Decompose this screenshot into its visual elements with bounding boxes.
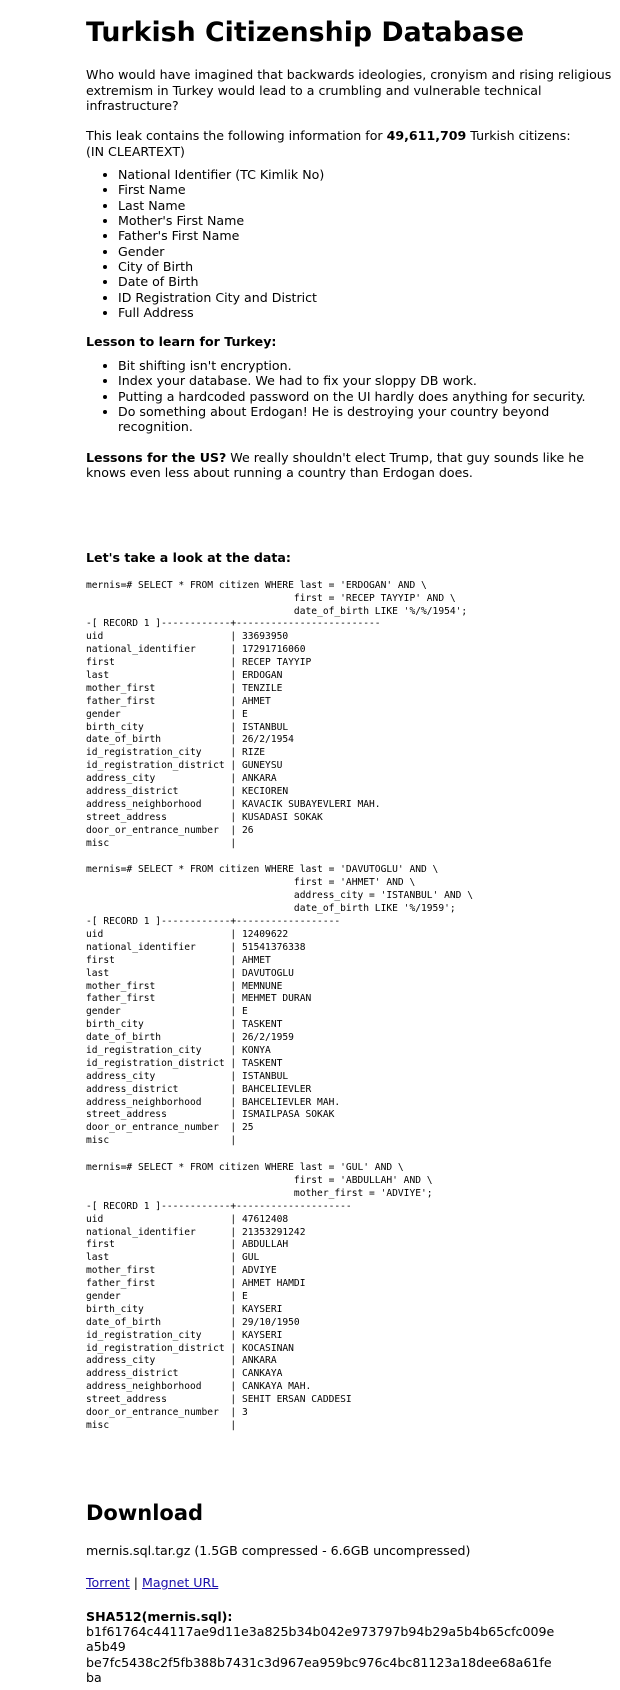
lesson-us-text: We really shouldn't elect Trump, that guy sounds like he knows even less about running a country than Erdogan does. <box>86 449 584 481</box>
sha-line-2: be7fc5438c2f5fb388b7431c3d967ea959bc976c4bc81123a18dee68a61feba <box>86 1654 552 1686</box>
sha-heading: SHA512(mernis.sql): <box>86 1608 233 1624</box>
record-output-gul: -[ RECORD 1 ]------------+-------------------- uid | 47612408 national_identifier | 21353291242 first | ABDULLAH last | GUL mother_first | ADVIYE father_first | AHMET HAMDI gender | E birth_city | KAYSERI date_of_birth | 29/10/1950 id_registration_city | KAYSERI id_registration_district | KOCASINAN address_city | ANKARA address_district | CANKAYA address_neighborhood | CANKAYA MAH. street_address | SEHIT ERSAN CADDESI door_or_entrance_number | 3 misc | <box>86 1200 352 1431</box>
list-item: • Bit shifting isn't encryption. <box>118 358 616 373</box>
torrent-link[interactable]: Torrent <box>86 1575 130 1591</box>
sql-query-davutoglu: mernis=# SELECT * FROM citizen WHERE last = 'DAVUTOGLU' AND \ first = 'AHMET' AND \ address_city = 'ISTANBUL' AND \ date_of_birth LIKE '%/1959'; <box>86 864 473 915</box>
list-item: • National Identifier (TC Kimlik No) <box>118 167 616 182</box>
list-item: • First Name <box>118 182 616 197</box>
page-content <box>86 17 616 1685</box>
leak-summary <box>86 128 616 159</box>
list-item: • Full Address <box>118 305 616 320</box>
leak-suffix: Turkish citizens: <box>466 128 571 144</box>
lesson-us-paragraph <box>86 450 616 481</box>
magnet-link[interactable]: Magnet URL <box>142 1575 219 1591</box>
lesson-turkey-list <box>86 358 616 435</box>
lesson-turkey-heading: Lesson to learn for Turkey: <box>86 333 277 349</box>
list-item: • Date of Birth <box>118 274 616 289</box>
lesson-us-heading: Lessons for the US? <box>86 449 227 465</box>
data-section-heading: Let's take a look at the data: <box>86 550 291 566</box>
record-output-davutoglu: -[ RECORD 1 ]------------+------------------ uid | 12409622 national_identifier | 51541376338 first | AHMET last | DAVUTOGLU mother_first | MEMNUNE father_first | MEHMET DURAN gender | E birth_city | TASKENT date_of_birth | 26/2/1959 id_registration_city | KONYA id_registration_district | TASKENT address_city | ISTANBUL address_district | BAHCELIEVLER address_neighborhood | BAHCELIEVLER MAH. street_address | ISMAILPASA SOKAK door_or_entrance_number | 25 misc | <box>86 916 341 1147</box>
leak-prefix: This leak contains the following information for <box>86 128 387 144</box>
list-item: • Putting a hardcoded password on the UI hardly does anything for security. <box>118 389 616 404</box>
link-separator: | <box>129 1575 143 1591</box>
download-heading: Download <box>86 1500 204 1525</box>
sql-query-gul: mernis=# SELECT * FROM citizen WHERE last = 'GUL' AND \ first = 'ABDULLAH' AND \ mother_first = 'ADVIYE'; <box>86 1162 433 1199</box>
list-item: • Last Name <box>118 198 616 213</box>
download-file-info: mernis.sql.tar.gz (1.5GB compressed - 6.6GB uncompressed) <box>86 1542 471 1558</box>
info-fields-list <box>86 167 616 321</box>
record-output-erdogan: -[ RECORD 1 ]------------+------------------------- uid | 33693950 national_identifier | 17291716060 first | RECEP TAYYIP last | ERDOGAN mother_first | TENZILE father_first | AHMET gender | E birth_city | ISTANBUL date_of_birth | 26/2/1954 id_registration_city | RIZE id_registration_district | GUNEYSU address_city | ANKARA address_district | KECIOREN address_neighborhood | KAVACIK SUBAYEVLERI MAH. street_address | KUSADASI SOKAK door_or_entrance_number | 26 misc | <box>86 618 381 849</box>
intro-paragraph: Who would have imagined that backwards ideologies, cronyism and rising religious extremism in Turkey would lead to a crumbling and vulnerable technical infrastructure? <box>86 67 612 113</box>
citizen-count: 49,611,709 <box>386 128 467 144</box>
list-item: • City of Birth <box>118 259 616 274</box>
list-item: • Father's First Name <box>118 228 616 243</box>
list-item: • Gender <box>118 244 616 259</box>
sha-line-1: b1f61764c44117ae9d11e3a825b34b042e973797b94b29a5b4b65cfc009ea5b49 <box>86 1624 555 1655</box>
page-title: Turkish Citizenship Database <box>86 17 525 48</box>
sql-query-erdogan: mernis=# SELECT * FROM citizen WHERE last = 'ERDOGAN' AND \ first = 'RECEP TAYYIP' AND \ date_of_birth LIKE '%/%/1954'; <box>86 579 468 617</box>
list-item: • ID Registration City and District <box>118 290 616 305</box>
sha-value <box>86 1624 556 1685</box>
leak-note: (IN CLEARTEXT) <box>86 143 185 159</box>
list-item: • Mother's First Name <box>118 213 616 228</box>
list-item: • Do something about Erdogan! He is destroying your country beyond recognition. <box>118 404 616 435</box>
download-links <box>86 1575 616 1590</box>
list-item: • Index your database. We had to fix your sloppy DB work. <box>118 373 616 388</box>
